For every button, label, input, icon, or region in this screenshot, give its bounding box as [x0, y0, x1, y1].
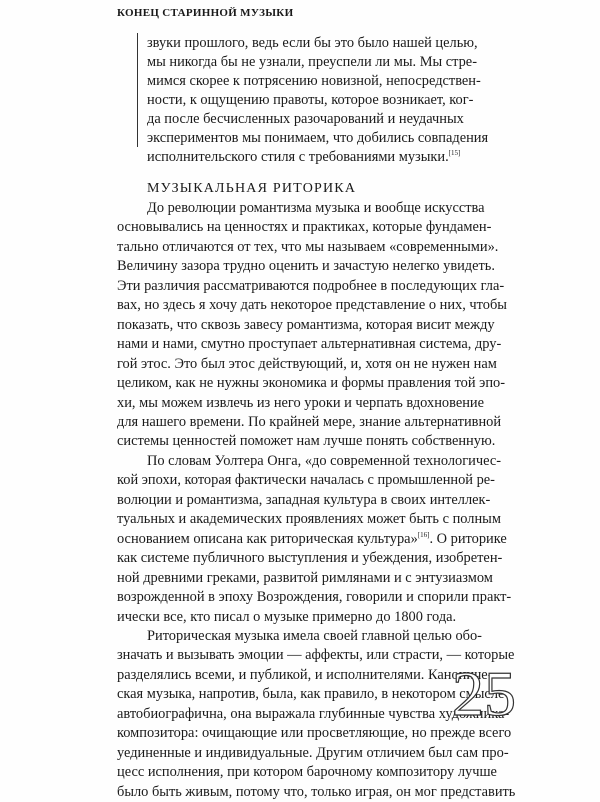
quote-line: да после бесчисленных разочарований и неудачных [147, 111, 464, 127]
paragraph-line: показать, что сквозь завесу романтизма, которая висит между [117, 316, 495, 333]
paragraph-line: нами и нами, смутно проступает альтернативная система, дру- [117, 336, 502, 353]
paragraph-line: волюции и романтизма, западная культура в своих интеллек- [117, 491, 491, 508]
quote-text: исполнительского стиля с требованиями музыки. [147, 149, 449, 165]
quote-line: звуки прошлого, ведь если бы это было нашей целью, [147, 35, 478, 51]
running-head: КОНЕЦ СТАРИННОЙ МУЗЫКИ [117, 7, 294, 19]
paragraph-line: хи, мы можем извлечь из него уроки и черпать вдохновение [117, 394, 484, 411]
page-number: 25 [452, 658, 516, 729]
paragraph-line: Риторическая музыка имела своей главной целью обо- [147, 627, 482, 644]
paragraph-line: системы ценностей поможет нам лучше понять собственную. [117, 433, 496, 450]
section-title: МУЗЫКАЛЬНАЯ РИТОРИКА [147, 181, 357, 196]
paragraph-line: цесс исполнения, при котором барочному композитору лучше [117, 764, 497, 781]
paragraph-line: для нашего времени. По крайней мере, знание альтернативной [117, 413, 502, 430]
paragraph-line: как системе публичного выступления и убеждения, изобретен- [117, 550, 503, 567]
quote-line-last [147, 148, 505, 167]
quote-line: мы никогда бы не узнали, преуспели ли мы. Мы стре- [147, 54, 477, 70]
quote-line: мимся скорее к потрясению новизной, непосредствен- [147, 73, 481, 89]
paragraph-line: По словам Уолтера Онга, «до современной технологичес- [147, 452, 502, 469]
footnote-ref-16[interactable]: [16] [417, 530, 430, 539]
quote-rule [137, 33, 138, 147]
paragraph-line: ной древними греками, развитой римлянами и с энтузиазмом [117, 569, 493, 586]
paragraph-line: целиком, как не нужны экономика и формы правления той эпо- [117, 375, 506, 392]
paragraph-line: Величину зазора трудно оценить и зачастую нелегко увидеть. [117, 258, 495, 275]
paragraph-line: туальных и академических проявлениях может быть с полным [117, 511, 501, 528]
body-text [117, 199, 516, 802]
paragraph-line: автобиографична, она выражала глубинные чувства художника- [117, 705, 510, 722]
block-quote [147, 34, 505, 167]
paragraph-line: основывались на ценностях и практиках, которые фундамен- [117, 219, 492, 236]
paragraph-line: композитора: очищающие или просветляющие, но прежде всего [117, 725, 512, 742]
paragraph-line: было быть живым, потому что, только играя, он мог представить [117, 783, 516, 800]
paragraph-line: гой этос. Это был этос действующий, и, хотя он не нужен нам [117, 355, 497, 372]
paragraph-line: До революции романтизма музыка и вообще искусства [147, 200, 485, 216]
paragraph-line: вах, но здесь я хочу дать некоторое представление о них, чтобы [117, 297, 507, 314]
paragraph-line-with-footnote [117, 530, 507, 549]
paragraph-text: основанием описана как риторическая культура» [117, 530, 418, 547]
footnote-ref-15[interactable]: [15] [448, 149, 461, 158]
paragraph-line: уединенные и индивидуальные. Другим отличием был сам про- [117, 744, 509, 761]
paragraph-line: значать и вызывать эмоции — аффекты, или страсти, — которые [117, 647, 515, 664]
paragraph-line: ская музыка, напротив, была, как правило, в некотором смысле [117, 686, 505, 703]
paragraph-text: . О риторике [429, 530, 507, 547]
paragraph-line: возрожденной в эпоху Возрождения, говорили и спорили практ- [117, 589, 512, 606]
paragraph-line: разделялись всеми, и публикой, и исполнителями. Канониче- [117, 666, 493, 683]
quote-line: экспериментов мы понимаем, что добились совпадения [147, 130, 489, 146]
paragraph-line: тально отличаются от тех, что мы называем «современными». [117, 238, 499, 255]
paragraph-line: Эти различия рассматриваются подробнее в последующих гла- [117, 277, 505, 294]
paragraph-line: ически все, кто писал о музыке примерно до 1800 года. [117, 608, 457, 625]
paragraph-line: кой эпохи, которая фактически началась с промышленной ре- [117, 472, 495, 489]
quote-line: ности, к ощущению правоты, которое возникает, ког- [147, 92, 474, 108]
